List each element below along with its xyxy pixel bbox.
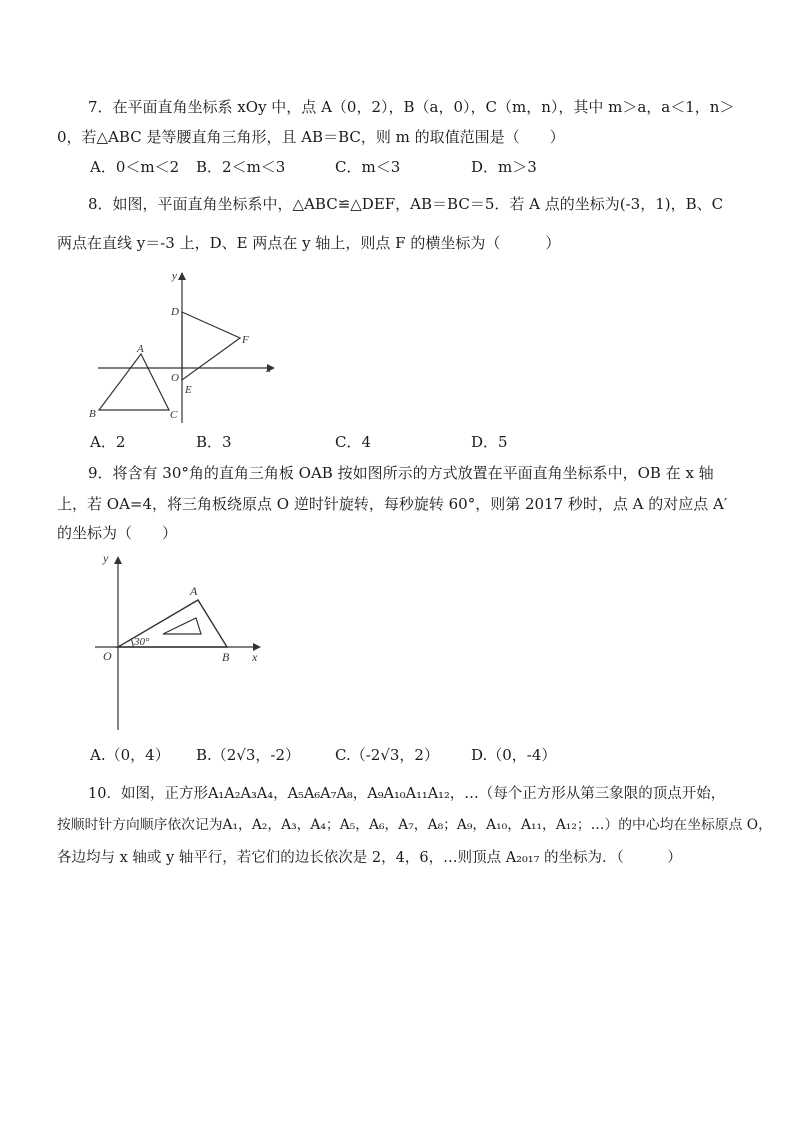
q8-option-d: D．5 xyxy=(471,433,508,451)
q7-option-d: D．m＞3 xyxy=(471,158,537,176)
q9-option-a: A.（0，4） xyxy=(90,746,170,764)
q10-line1: 10．如图，正方形A₁A₂A₃A₄，A₅A₆A₇A₈，A₉A₁₀A₁₁A₁₂，…（每个正方形从第三象限的顶点开始， xyxy=(88,786,726,802)
q9-line2: 上，若 OA=4，将三角板绕原点 O 逆时针旋转，每秒旋转 60°，则第 2017 秒时，点 A 的对应点 A′ xyxy=(57,495,728,513)
q10-line2: 按顺时针方向顺序依次记为A₁，A₂，A₃，A₄；A₅，A₆，A₇，A₈；A₉，A₁₀，A₁₁，A₁₂；…）的中心均在坐标原点 O， xyxy=(57,817,772,833)
q8-y-label: y xyxy=(172,270,177,282)
q8-label-d: D xyxy=(171,306,179,318)
q8-label-f: F xyxy=(242,334,249,346)
q7-line1: 7．在平面直角坐标系 xOy 中，点 A（0，2），B（a，0），C（m，n），其中 m＞a，a＜1，n＞ xyxy=(88,98,735,116)
q9-option-b: B.（2√3，-2） xyxy=(196,746,301,764)
q9-y-arrow-icon xyxy=(114,556,122,564)
q8-label-c: C xyxy=(170,409,178,421)
q8-triangle-def xyxy=(182,312,240,380)
q9-x-label: x xyxy=(252,650,258,664)
q8-y-arrow-icon xyxy=(178,272,186,280)
q9-label-o: O xyxy=(103,649,112,663)
q7-option-a: A．0＜m＜2 xyxy=(90,158,180,176)
q8-label-o: O xyxy=(171,372,179,384)
q9-angle-label: 30° xyxy=(134,636,150,648)
q8-line1: 8．如图，平面直角坐标系中，△ABC≌△DEF，AB＝BC＝5．若 A 点的坐标为(-3，1)，B、C xyxy=(88,195,724,213)
q8-option-b: B．3 xyxy=(196,433,232,451)
q9-y-label: y xyxy=(103,551,109,565)
q9-option-c: C.（-2√3，2） xyxy=(335,746,439,764)
q8-option-a: A．2 xyxy=(90,433,126,451)
q9-option-d: D.（0，-4） xyxy=(471,746,557,764)
q9-inner-triangle xyxy=(163,618,201,634)
q7-line2: 0，若△ABC 是等腰直角三角形，且 AB＝BC，则 m 的取值范围是（ ） xyxy=(57,128,565,146)
q8-option-c: C．4 xyxy=(335,433,372,451)
q9-figure xyxy=(85,550,275,735)
q7-option-c: C．m＜3 xyxy=(335,158,401,176)
q9-line3: 的坐标为（ ） xyxy=(57,524,178,542)
q8-label-e: E xyxy=(185,384,192,396)
q8-label-b: B xyxy=(89,408,96,420)
q8-x-label: x xyxy=(266,363,271,375)
q9-label-a: A xyxy=(190,584,198,598)
q10-line3: 各边均与 x 轴或 y 轴平行，若它们的边长依次是 2，4，6，…则顶点 A₂₀₁₇ 的坐标为．（ ） xyxy=(57,850,682,866)
q8-label-a: A xyxy=(137,343,144,355)
q9-label-b: B xyxy=(222,650,230,664)
q8-line2: 两点在直线 y＝-3 上，D、E 两点在 y 轴上，则点 F 的横坐标为（ ） xyxy=(57,234,561,252)
q8-triangle-abc xyxy=(99,354,169,410)
q9-line1: 9．将含有 30°角的直角三角板 OAB 按如图所示的方式放置在平面直角坐标系中，OB 在 x 轴 xyxy=(88,464,714,482)
q9-angle-arc xyxy=(131,639,133,647)
q7-option-b: B．2＜m＜3 xyxy=(196,158,286,176)
q8-figure xyxy=(85,268,285,428)
